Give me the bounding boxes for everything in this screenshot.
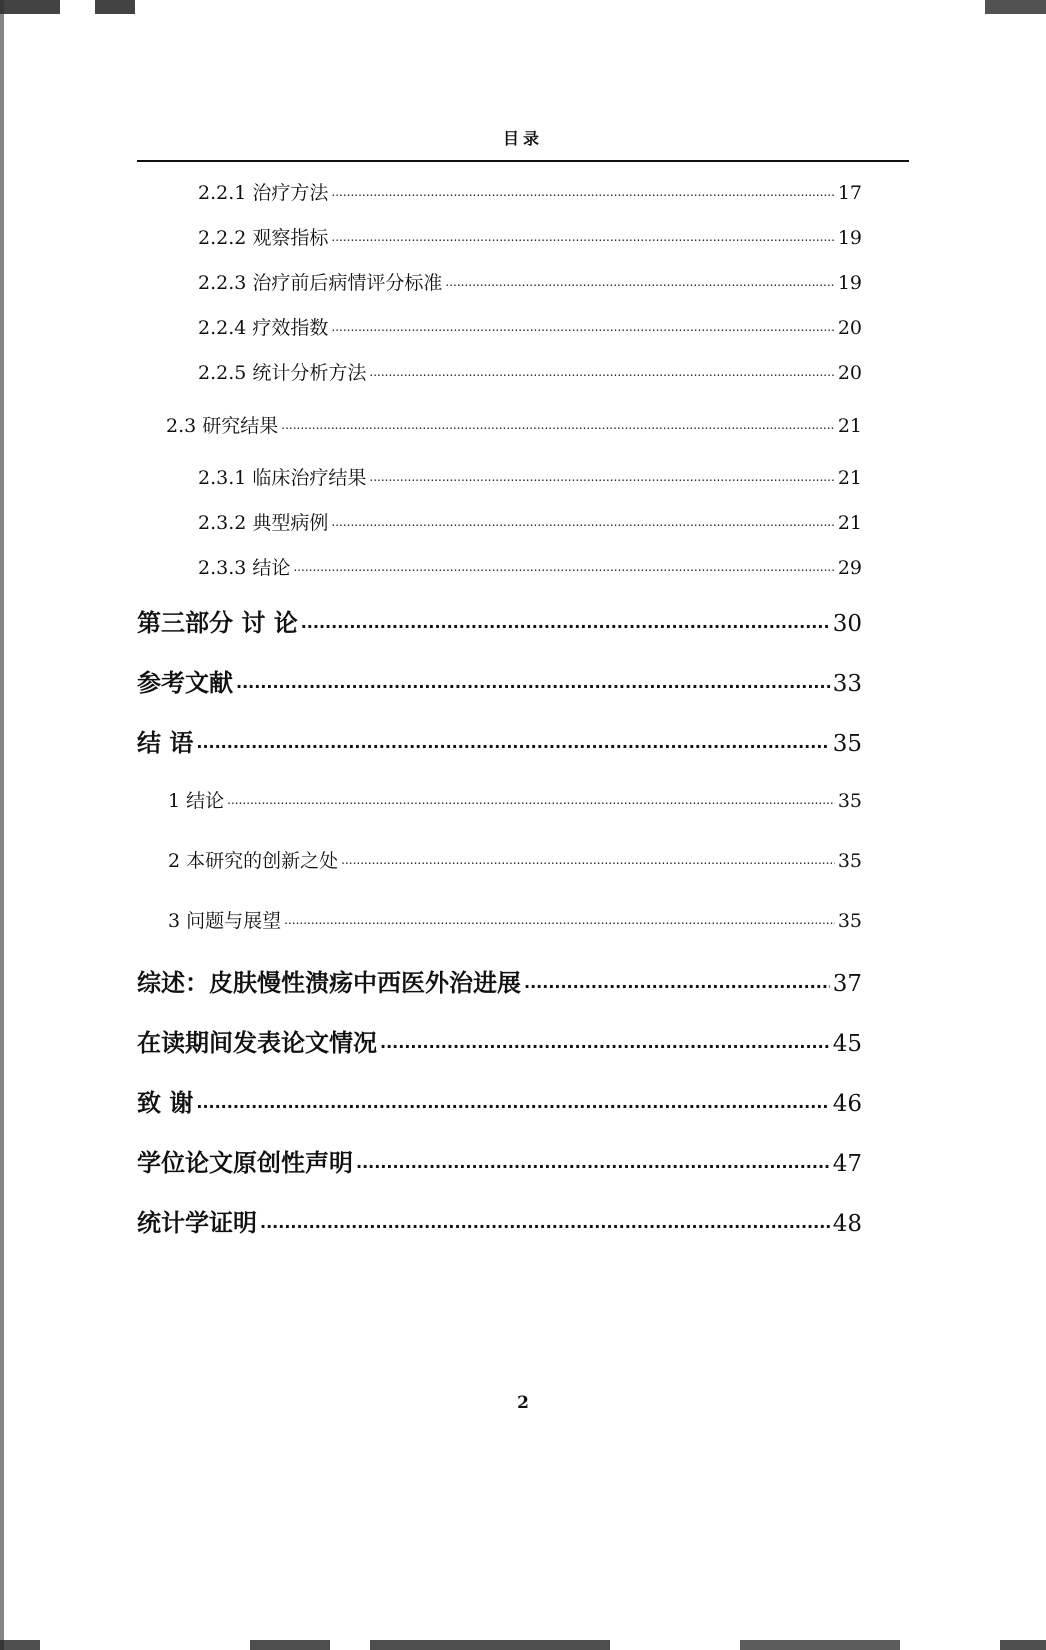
toc-entry-title: 2.2.2 观察指标 (198, 227, 329, 249)
toc-entry-page: 20 (837, 362, 862, 384)
toc-entry-page: 20 (837, 317, 862, 339)
toc-leader-dots (356, 1147, 830, 1171)
toc-entry-page: 21 (837, 512, 862, 534)
toc-leader-dots (445, 270, 834, 289)
toc-entry-page: 45 (832, 1031, 862, 1057)
toc-entry-2-2-1[interactable] (198, 178, 862, 205)
toc-leader-dots (380, 1027, 830, 1051)
toc-entry-title: 1 结论 (168, 790, 225, 812)
toc-entry-title: 致 谢 (137, 1089, 194, 1117)
toc-leader-dots (331, 225, 834, 244)
toc-entry-title: 2.3.3 结论 (198, 557, 291, 579)
toc-entry-page: 19 (837, 272, 862, 294)
toc-entry-title: 2.2.3 治疗前后病情评分标准 (198, 272, 443, 294)
toc-entry-page: 35 (837, 910, 862, 932)
toc-entry-page: 48 (832, 1211, 862, 1237)
toc-entry-page: 30 (832, 611, 862, 637)
toc-entry-title: 第三部分 讨 论 (137, 609, 298, 637)
toc-entry-page: 35 (832, 731, 862, 757)
toc-entry-title: 2.2.5 统计分析方法 (198, 362, 367, 384)
scan-border-bottom (0, 1640, 1046, 1650)
scan-border-top (0, 0, 1046, 14)
toc-leader-dots (369, 360, 834, 379)
toc-entry-acknowledgements[interactable] (137, 1083, 862, 1118)
toc-leader-dots (331, 180, 834, 199)
toc-entry-conclusion-1[interactable] (168, 786, 862, 813)
toc-entry-references[interactable] (137, 663, 862, 698)
toc-leader-dots (331, 315, 834, 334)
page-number: 2 (517, 1393, 529, 1413)
toc-entry-title: 2.2.4 疗效指数 (198, 317, 329, 339)
toc-leader-dots (524, 967, 830, 991)
toc-entry-page: 21 (837, 415, 862, 437)
toc-entry-page: 19 (837, 227, 862, 249)
toc-entry-page: 46 (832, 1091, 862, 1117)
header-rule (137, 160, 909, 162)
toc-leader-dots (341, 848, 835, 867)
toc-entry-title: 综述：皮肤慢性溃疡中西医外治进展 (137, 969, 521, 997)
toc-entry-title: 参考文献 (137, 669, 233, 697)
toc-entry-page: 47 (832, 1151, 862, 1177)
toc-entry-originality-statement[interactable] (137, 1143, 862, 1178)
toc-entry-page: 35 (837, 850, 862, 872)
toc-entry-statistics-certificate[interactable] (137, 1203, 862, 1238)
toc-leader-dots (331, 510, 834, 529)
toc-entry-title: 学位论文原创性声明 (137, 1149, 353, 1177)
toc-entry-2-2-2[interactable] (198, 223, 862, 250)
toc-leader-dots (369, 465, 834, 484)
toc-entry-title: 在读期间发表论文情况 (137, 1029, 377, 1057)
toc-entry-conclusion[interactable] (137, 723, 862, 758)
toc-entry-review[interactable] (137, 963, 862, 998)
toc-entry-2-3-1[interactable] (198, 463, 862, 490)
toc-entry-title: 2.3.1 临床治疗结果 (198, 467, 367, 489)
toc-entry-title: 2.3 研究结果 (166, 415, 279, 437)
toc-entry-page: 37 (832, 971, 862, 997)
toc-entry-title: 2.2.1 治疗方法 (198, 182, 329, 204)
toc-entry-page: 35 (837, 790, 862, 812)
toc-entry-title: 统计学证明 (137, 1209, 257, 1237)
toc-entry-title: 2 本研究的创新之处 (168, 850, 339, 872)
toc-leader-dots (284, 908, 835, 927)
toc-leader-dots (293, 555, 834, 574)
toc-entry-2-3-3[interactable] (198, 553, 862, 580)
toc-entry-2-3-2[interactable] (198, 508, 862, 535)
toc-entry-page: 17 (837, 182, 862, 204)
toc-entry-part-3[interactable] (137, 603, 862, 638)
toc-entry-conclusion-2[interactable] (168, 846, 862, 873)
toc-entry-2-2-3[interactable] (198, 268, 862, 295)
toc-entry-title: 结 语 (137, 729, 194, 757)
toc-entry-title: 2.3.2 典型病例 (198, 512, 329, 534)
toc-entry-2-3[interactable] (166, 411, 862, 438)
toc-entry-2-2-4[interactable] (198, 313, 862, 340)
toc-leader-dots (196, 1087, 829, 1111)
toc-entry-page: 21 (837, 467, 862, 489)
toc-entry-page: 33 (832, 671, 862, 697)
toc-entry-conclusion-3[interactable] (168, 906, 862, 933)
toc-leader-dots (301, 607, 830, 631)
running-header: 目录 (502, 129, 543, 148)
toc-entry-page: 29 (837, 557, 862, 579)
toc-leader-dots (281, 413, 835, 432)
toc-leader-dots (260, 1207, 830, 1231)
toc-entry-title: 3 问题与展望 (168, 910, 282, 932)
toc-leader-dots (227, 788, 835, 807)
toc-leader-dots (236, 667, 830, 691)
toc-entry-2-2-5[interactable] (198, 358, 862, 385)
toc-leader-dots (196, 727, 829, 751)
toc-entry-publications[interactable] (137, 1023, 862, 1058)
